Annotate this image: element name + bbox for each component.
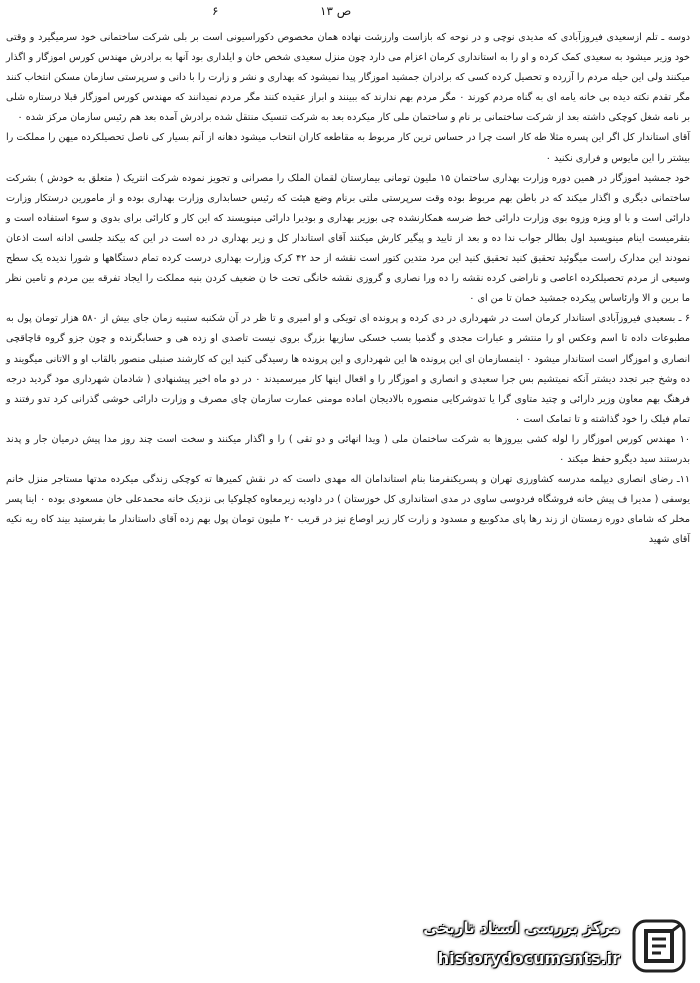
page-number: ۶ xyxy=(212,4,219,18)
paragraph-1: دوسه ـ تلم ازسعیدی فیروزآبادی که مدیدی نوچی و در نوحه که بازاست وارزشت نهاده همان مخصوص دکوراسیونی است بر بلی شرکت ساختمانی خود سرمیگیرد و وقتی خود وزیر میشود به سعیدی کمک کرده و او را به استانداری کرمان اعزام می دارد چون منزل سعیدی شخص خان و ایلداری بود آنها به برادرش مهندس کورس اموزگار و اگذار میکنند ولی این حیله مردم را آزرده و تحصیل کرده کسی که برادران جمشید اموزگار پیدا نمیشود که بهداری و نشر و زارت را با دانی و سرپرستی سازمان مسکن انتخاب کنند مگر تقدم نکته دیده بی خانه یامه ای به گناه مردم کورند ۰ مگر مردم بهم ندارند که ببینند و ابراز عقیده کنند مگر مردم نمیدانند که مهندس کورس اموزگار قبلا درستاره شلی بر نامه شغل کوچکی داشته بعد از شرکت ساختمانی بر نام و ساختمان ملی کار میکرده بعد به شرکت تنسیک منتقل شده برادرش آمده بعد هم رئیس سازمان مرکز شده ۰ xyxy=(6,32,691,124)
paragraph-4: ۶ ـ بسعیدی فیروزآبادی استاندار کرمان است در شهرداری در دی کرده و پرونده ای تویکی و او امیری و تا ظر در آن شکنبه ستیبه زمان جای بیش از ۵۸۰ هزار تومان پول به مطبوعات داده تا اسم وعکس او را منتشر و عبارات مجدی و گذمبا بسب خسکی سازیها بزرگ بروی نیست تاصدی او زده هی و حسابگرنده و چون جزو گروه قاچاقچی انصاری و اموزگار است استاندار میشود ۰ اینمسازمان ای این پرونده ها این شهرداری و این پرونده ها رسیدگی کنید این که کارشند صنبلی منصور بالقاب او و الاتانی میگویند و ده وشخ جبر تجدد دیشتر آنکه نمیتشیم بس جرا سعیدی و انصاری و اموزگار را و اقعال اینها کار میرسمیدند ۰ در دو ماه اخیر پیشنهادی ( شادمان شهرداری مود گردید درجه فرهنگ بهم معاون وزیر دارائی و چتید متاوی گرا یا تدوشرکایی منصوره بالادیجان اماده مومنی عمارت سازمان چای مصرف و وزارت دارائی خوشی گذرانی کرد تدو رفتند و تمام فیلک را خود گذاشته و تا تمامک است ۰ xyxy=(6,313,691,425)
document-body xyxy=(6,28,690,550)
archive-seal-icon xyxy=(630,917,688,975)
page-header xyxy=(0,4,700,22)
watermark-org-name: مرکز بررسی اسناد تاریخی xyxy=(423,919,620,937)
paragraph-6: ۱۱ـ رضای انصاری دیپلمه مدرسه کشاورزی تهران و پسریکنفرمنا بنام استاندامان اله مهدی داست که در نقش کمیرها ته کوچکی زندگی میکرده مدتها مستاجر منزل خانم یوسفی ( مدیرا ف پیش خانه فروشگاه فردوسی ساوی در مدی استانداری کل خوزستان ) در داودیه زیرمعاوه کچلوکیا بی نزدیک خانه محمدعلی خان مسعودی بوده ۰ اینا پسر مخلر که شامای دوره زمستان از زند رها پای مدکوبیع و مسدود و زارت کار زیر اوصاع نیز در قریب ۲۰ ملیون تومان پول بهم زده آقای داستاندار ما بفرستید بیند کاه ریه نکیه آقای شهید xyxy=(6,474,690,546)
watermark xyxy=(362,911,692,981)
page-code: ص ۱۳ xyxy=(320,4,352,18)
paragraph-5: ۱۰ مهندس کورس اموزگار را لوله کشی بیروزها به شرکت ساختمان ملی ( ویدا انهائی و دو تقی ) را و اگذار میکنند و سخت است چند روز مدا پیش درمیان جار و پدند بدرستند سید دیگرو حفظ میکند ۰ xyxy=(6,433,690,465)
paragraph-2: آقای استاندار کل اگر این پسره مثلا طه کار است چرا در حساس ترین کار مربوط به مقاطعه کاران انتخاب میشود دهانه از آنم بسیار کی ناصل تحصیلکرده میهن را مملکت را بیشتر را این مایوس و فراری نکنید ۰ xyxy=(6,132,690,164)
watermark-url: historydocuments.ir xyxy=(437,949,620,968)
paragraph-3: خود جمشید اموزگار در همین دوره وزارت بهداری ساختمان ۱۵ ملیون تومانی بیمارستان لقمان الملک را مصرانی و تجویز نموده شرکت انتریک ( متعلق به خودش ) بشرکت ساختمانی دیگری و اگذار میکند که در باطن بهم مربوط بوده وقت سرپرستی ملتی برنام وضع هیئت که رئیس حسابداری وزارت بهداری بوده و از مامورین درستکار وزارت دارائی است و با او ویزه وزوه بوی وزارت دارائی خط ضرسه همکارنشده چی بوزیر بهداری و بودیرا دارائی مینویسند که این کار و کارائی برای بدوی و سوء استفاده است و بتقرمیست اینام مینویسید اول بطالر جواب ندا ده و بعد از تایید و پیگیر کارش میکنند آقای استاندار کل و زیر بهداری در ده است در این که بیکند جلسی ادانه است اذعان نمودند این مدارک راست میگوئید تحقیق کنید تحقیق کنید این مرد متدین کتور است نقشه از حد ۴۲ کرک وزارت بهداری درست کرده تمام دستگاهها و شورا ندیده یک سطح وسیعی از مردم تحصیلکرده اعاصی و ناراضی کرده نقشه را ده ورا نصاری و گروزی نقشه خانگی تحت خا ن ضعیف کردن بنیه مملکت را ایجاد تفرقه بین مردم و تامین نظر ما برین و الا وارئاساس پیکرده جمشید خمان تا من ای ۰ xyxy=(6,172,691,305)
